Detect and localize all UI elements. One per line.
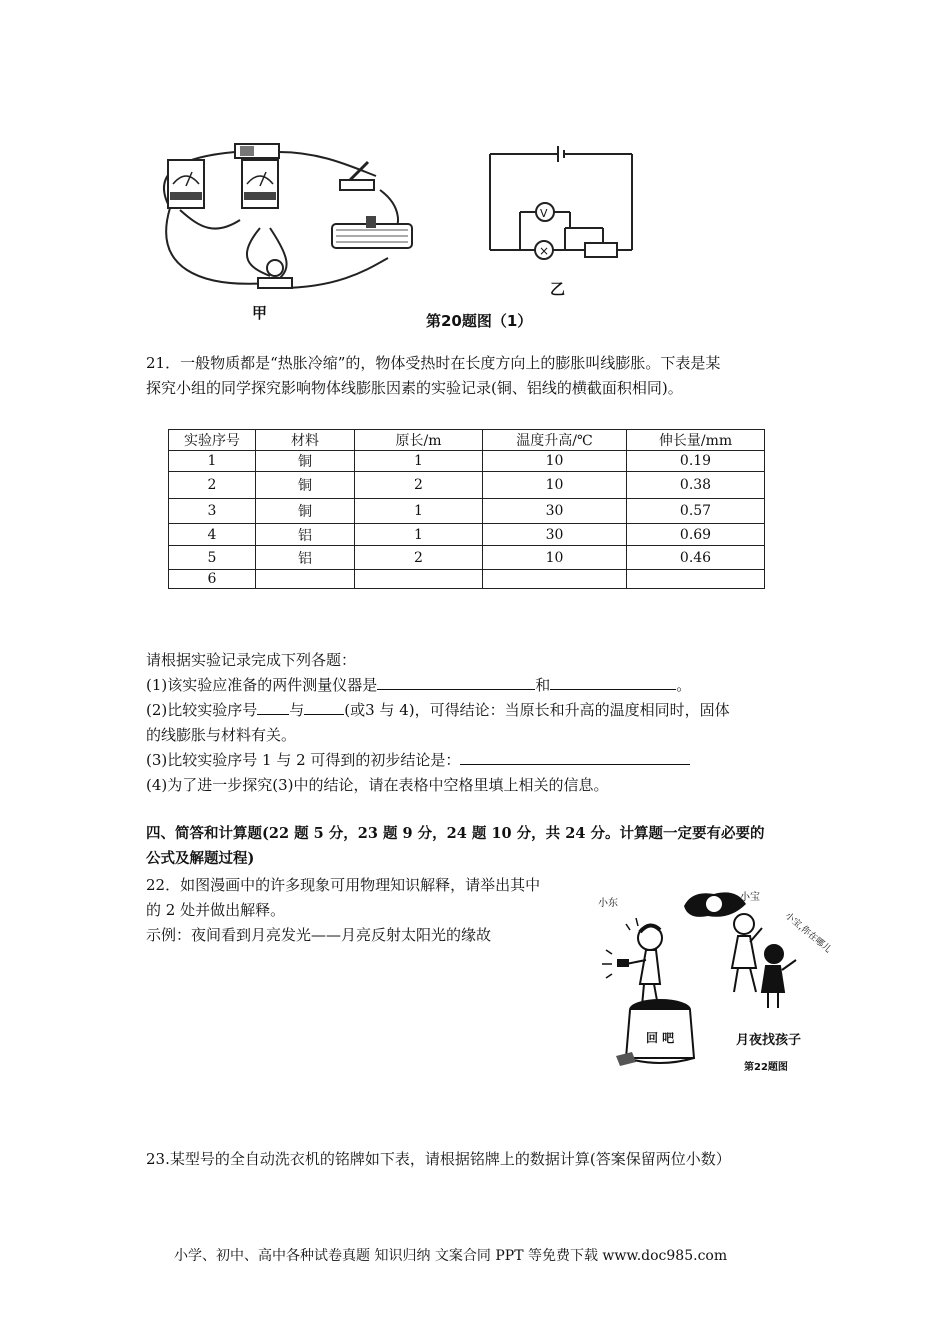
table-cell: 6 — [169, 570, 256, 589]
q21-sub4: (4)为了进一步探究(3)中的结论，请在表格中空格里填上相关的信息。 — [146, 776, 609, 794]
answer-blank[interactable] — [304, 698, 344, 715]
label-yi: 乙 — [550, 280, 566, 298]
table-cell: 10 — [483, 472, 627, 499]
speech-bubble-left: 小东 — [598, 898, 618, 909]
q21-sub2-text: (2)比较实验序号 — [146, 701, 258, 719]
table-cell — [483, 570, 627, 589]
q21-sub2-cont: 的线膨胀与材料有关。 — [146, 726, 297, 744]
q22-line1: 22．如图漫画中的许多现象可用物理知识解释，请举出其中 — [146, 876, 541, 894]
q21-sub2-with: 与 — [289, 701, 305, 719]
speech-bubble-mid: 小宝 — [740, 892, 760, 903]
table-cell: 0.46 — [627, 546, 765, 570]
table-cell: 4 — [169, 524, 256, 546]
circuit-yi-schematic — [490, 146, 632, 257]
child-figure-icon — [762, 945, 796, 1008]
table-row — [169, 472, 765, 499]
table-cell: 10 — [483, 546, 627, 570]
person-with-flashlight-icon — [618, 925, 662, 1006]
answer-blank[interactable] — [460, 748, 690, 765]
table-row — [169, 499, 765, 524]
table-cell: 0.38 — [627, 472, 765, 499]
svg-text:V: V — [540, 207, 548, 220]
q21-prompt: 请根据实验记录完成下列各题： — [146, 651, 357, 669]
header-cell: 实验序号 — [169, 430, 256, 451]
table-row — [169, 451, 765, 472]
table-cell: 铝 — [256, 546, 355, 570]
section-4-heading-line1: 四、简答和计算题(22 题 5 分，23 题 9 分，24 题 10 分，共 24 分。计算题一定要有必要的 — [146, 825, 765, 842]
q22-example: 示例：夜间看到月亮发光——月亮反射太阳光的缘故 — [146, 926, 492, 944]
table-cell: 30 — [483, 499, 627, 524]
q21-intro-line2: 探究小组的同学探究影响物体线膨胀因素的实验记录(铜、铝线的横截面积相同)。 — [146, 379, 683, 397]
table-cell: 2 — [355, 546, 483, 570]
table-cell: 铝 — [256, 524, 355, 546]
adult-figure-icon — [732, 914, 762, 992]
table-row — [169, 570, 765, 589]
voltmeter-symbol — [536, 203, 554, 221]
table-cell: 0.57 — [627, 499, 765, 524]
label-jia: 甲 — [252, 304, 268, 322]
switch-icon — [340, 162, 374, 190]
moon-cloud-icon — [684, 892, 746, 917]
q21-sub1-end: 。 — [676, 676, 692, 694]
table-cell: 30 — [483, 524, 627, 546]
table-cell: 10 — [483, 451, 627, 472]
table-cell: 5 — [169, 546, 256, 570]
table-header-row — [169, 430, 765, 451]
q21-sub1-text: (1)该实验应准备的两件测量仪器是 — [146, 676, 378, 694]
figure-20-caption: 第20题图（1） — [426, 312, 533, 330]
table-cell — [355, 570, 483, 589]
table-cell: 1 — [355, 524, 483, 546]
ammeter-icon — [168, 160, 204, 208]
light-rays-icon — [602, 918, 638, 978]
voltmeter-icon — [242, 160, 278, 208]
table-row — [169, 524, 765, 546]
q21-sub2-rest: (或3 与 4)，可得结论：当原长和升高的温度相同时，固体 — [344, 701, 730, 719]
svg-text:×: × — [539, 244, 550, 258]
q23-text: 23.某型号的全自动洗衣机的铭牌如下表，请根据铭牌上的数据计算(答案保留两位小数） — [146, 1150, 731, 1168]
cartoon-caption: 第22题图 — [744, 1062, 788, 1073]
answer-blank[interactable] — [377, 673, 535, 690]
lamp-symbol — [535, 241, 553, 259]
q21-sub1-and: 和 — [535, 676, 551, 694]
answer-blank[interactable] — [257, 698, 289, 715]
table-cell: 铜 — [256, 499, 355, 524]
speech-bubble-right: 小宝,你在哪儿 — [782, 911, 833, 956]
q21-sub3-text: (3)比较实验序号 1 与 2 可得到的初步结论是： — [146, 751, 461, 769]
figure-20-circuit — [140, 128, 660, 338]
header-cell: 伸长量/mm — [627, 430, 765, 451]
table-cell: 0.69 — [627, 524, 765, 546]
section-4-heading-line2: 公式及解题过程) — [146, 850, 255, 867]
table-cell: 2 — [169, 472, 256, 499]
table-cell — [256, 570, 355, 589]
well-text: 回 吧 — [646, 1031, 675, 1045]
table-cell: 铜 — [256, 472, 355, 499]
table-cell: 1 — [169, 451, 256, 472]
q21-intro-line1: 21．一般物质都是“热胀冷缩”的，物体受热时在长度方向上的膨胀叫线膨胀。下表是某 — [146, 354, 721, 372]
table-cell: 1 — [355, 451, 483, 472]
page-footer: 小学、初中、高中各种试卷真题 知识归纳 文案合同 PPT 等免费下载 www.doc985.com — [174, 1248, 728, 1264]
cartoon-title: 月夜找孩子 — [736, 1033, 802, 1048]
answer-blank[interactable] — [550, 673, 676, 690]
table-cell: 3 — [169, 499, 256, 524]
table-row — [169, 546, 765, 570]
q21-sub2 — [146, 698, 816, 723]
expansion-data-table — [168, 429, 765, 589]
table-cell: 0.19 — [627, 451, 765, 472]
q21-sub3 — [146, 748, 816, 773]
header-cell: 材料 — [256, 430, 355, 451]
q22-line2: 的 2 处并做出解释。 — [146, 901, 286, 919]
table-cell: 1 — [355, 499, 483, 524]
header-cell: 原长/m — [355, 430, 483, 451]
cartoon-moonlit-night — [596, 880, 840, 1076]
q21-sub1 — [146, 673, 816, 698]
table-cell: 铜 — [256, 451, 355, 472]
rheostat-icon — [332, 216, 412, 248]
header-cell: 温度升高/℃ — [483, 430, 627, 451]
table-cell: 2 — [355, 472, 483, 499]
table-cell — [627, 570, 765, 589]
